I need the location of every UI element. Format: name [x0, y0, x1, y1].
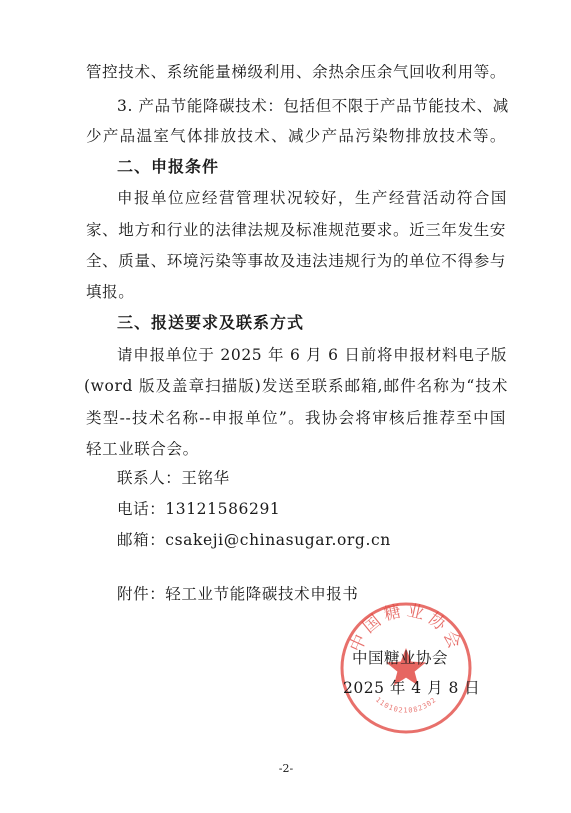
text-line: 申报单位应经营管理状况较好，生产经营活动符合国	[117, 189, 507, 207]
contact-email-text[interactable]: 邮箱：csakeji@chinasugar.org.cn	[117, 531, 391, 549]
contact-person: 联系人：王铭华	[117, 469, 230, 487]
signature-date: 2025 年 4 月 8 日	[343, 679, 481, 697]
text-line: 家、地方和行业的法律法规及标准规范要求。近三年发生安	[86, 221, 506, 239]
text-line: 3. 产品节能降碳技术：包括但不限于产品节能技术、减	[117, 97, 509, 115]
section-heading-submission: 三、报送要求及联系方式	[117, 313, 305, 332]
text-line: (word 版及盖章扫描版)发送至联系邮箱,邮件名称为“技术	[84, 377, 508, 395]
contact-phone: 电话：13121586291	[117, 500, 281, 518]
svg-text:1101021082302	[374, 696, 438, 715]
text-line: 轻工业联合会。	[86, 440, 199, 458]
seal-text: 中国糖业协会	[346, 600, 466, 656]
text-line: 类型--技术名称--申报单位”。我协会将审核后推荐至中国	[86, 409, 506, 427]
signature-org: 中国糖业协会	[352, 649, 449, 667]
seal-code: 1101021082302	[373, 695, 439, 715]
text-line: 全、质量、环境污染等事故及违法违规行为的单位不得参与	[86, 252, 506, 270]
section-heading-conditions: 二、申报条件	[117, 157, 220, 176]
text-line: 填报。	[86, 283, 135, 301]
text-line: 少产品温室气体排放技术、减少产品污染物排放技术等。	[86, 127, 506, 145]
contact-email[interactable]	[117, 530, 507, 550]
page-number: -2-	[278, 762, 294, 775]
official-seal-icon	[336, 598, 476, 738]
text-line: 管控技术、系统能量梯级利用、余热余压余气回收利用等。	[86, 63, 506, 81]
attachment-line: 附件：轻工业节能降碳技术申报书	[117, 585, 359, 603]
text-line: 请申报单位于 2025 年 6 月 6 日前将申报材料电子版	[117, 346, 507, 364]
